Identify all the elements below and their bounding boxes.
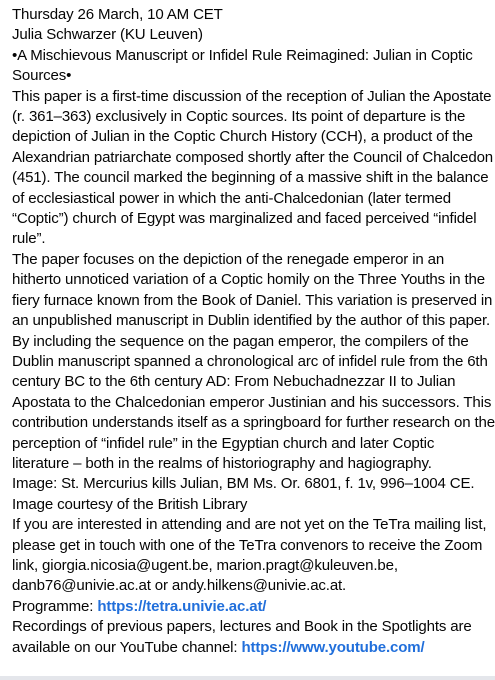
programme-label: Programme: [12,597,98,615]
programme-line [12,597,495,617]
post-body [12,5,495,658]
recordings-text: Recordings of previous papers, lectures and Book in the Spotlights are available on our YouTube channel: [12,618,472,656]
image-credit: Image: St. Mercurius kills Julian, BM Ms. Or. 6801, f. 1v, 996–1004 CE. [12,475,475,493]
programme-link[interactable]: https://tetra.univie.ac.at/ [97,597,267,615]
youtube-link[interactable]: https://www.youtube.com/ [241,638,425,656]
divider [0,676,495,680]
paper-title: •A Mischievous Manuscript or Infidel Rule Reimagined: Julian in Coptic Sources• [12,46,473,85]
abstract-paragraph-1: This paper is a first-time discussion of the reception of Julian the Apostate (r. 361–363) exclusively in Coptic sources. Its point of departure is the depiction of Julian in the Coptic Church History (CCH), a product of the Alexandrian patriarchate composed shortly after the Council of Chalcedon (451). The council marked the beginning of a massive shift in the balance of ecclesiastical power in which the anti-Chalcedonian (later termed “Coptic”) church of Egypt was marginalized and faced perceived “infidel rule”. [12,87,494,248]
image-courtesy: Image courtesy of the British Library [12,495,248,513]
contact-info: If you are interested in attending and are not yet on the TeTra mailing list, please get in touch with one of the TeTra convenors to receive the Zoom link, giorgia.nicosia@ugent.be, marion.pragt@kuleuven.be, danb76@univie.ac.at or andy.hilkens@univie.ac.at. [12,516,487,595]
speaker-name: Julia Schwarzer (KU Leuven) [12,26,203,44]
abstract-paragraph-2: The paper focuses on the depiction of the renegade emperor in an hitherto unnoticed variation of a Coptic homily on the Three Youths in the fiery furnace known from the Book of Daniel. This variation is preserved in an unpublished manuscript in Dublin identified by the author of this paper. By including the sequence on the pagan emperor, the compilers of the Dublin manuscript spanned a chronological arc of infidel rule from the 6th century BC to the 6th century AD: From Nebuchadnezzar II to Julian Apostata to the Chalcedonian emperor Justinian and his successors. This contribution understands itself as a springboard for further research on the perception of “infidel rule” in the Egyptian church and later Coptic literature – both in the realms of historiography and hagiography. [12,250,495,472]
event-date: Thursday 26 March, 10 AM CET [12,6,223,23]
recordings-line [12,617,495,658]
